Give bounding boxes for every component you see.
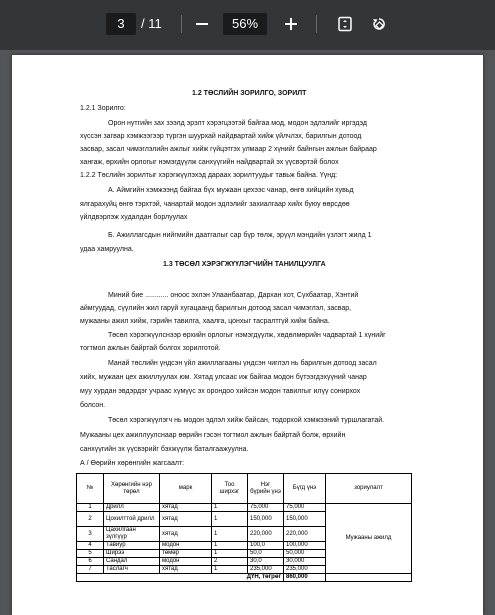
paragraph-line: аймгуудад, сүүлийн жил гаруй хугацаанд барилгын дотоод засал чимэглэл, засвар, (80, 305, 352, 312)
paragraph-line: үйлдвэрлэж худалдан борлуулах (80, 214, 188, 221)
table-cell: хятад (160, 504, 212, 512)
table-cell: 30,000 (284, 558, 326, 566)
paragraph-line: Манай төслийн үндсэн үйл ажиллагааны үндсэн чиглэл нь барилгын дотоод засал (108, 360, 377, 367)
table-cell: 1 (212, 512, 248, 527)
table-cell: 235,000 (248, 566, 284, 574)
paragraph-line: А. Аймгийн хэмжээнд байгаа бүх мужаан цехээс чанар, өнгө хийцийн хувьд (108, 187, 354, 194)
table-cell: Дрилл (104, 504, 160, 512)
table-header-cell: Хөрөнгийн нэр төрөл (104, 474, 160, 504)
table-cell: төмөр (160, 550, 212, 558)
total-value: 860,000 (284, 574, 326, 582)
table-header-cell: зориулалт (326, 474, 412, 504)
table-cell: 3 (77, 527, 104, 542)
table-caption: А / Өөрийн хөрөнгийн жагсаалт: (80, 460, 185, 467)
table-cell: 50,000 (284, 550, 326, 558)
table-cell: 1 (212, 542, 248, 550)
fit-to-page-button[interactable] (333, 12, 357, 36)
table-cell: хятад (160, 566, 212, 574)
plus-icon (284, 17, 298, 31)
table-cell: 6 (77, 558, 104, 566)
table-cell: Таслагч (104, 566, 160, 574)
table-cell: 7 (77, 566, 104, 574)
table-cell: 4 (77, 542, 104, 550)
table-cell: Тавиур (104, 542, 160, 550)
paragraph-line: мужааны ажил хийж, гэрийн тавилга, хаалга, цонхыг тасралтгүй хийж байна. (80, 318, 330, 325)
table-header-cell: № (77, 474, 104, 504)
table-cell: 75,000 (284, 504, 326, 512)
paragraph-line: Б. Ажиллагсдын нийгмийн даатгалыг сар бүр төлж, эрүүл мэндийн үзлэгт жилд 1 (108, 232, 372, 239)
table-cell: 220,000 (248, 527, 284, 542)
paragraph-line: хангаж, өрхийн орлогыг нэмэгдүүлж санхүүгийн найдвартай эх үүсвэртэй болох (80, 159, 339, 166)
subsection-heading: 1.2.1 Зорилго: (80, 105, 126, 112)
table-cell: модон (160, 542, 212, 550)
table-cell: 150,000 (284, 512, 326, 527)
table-cell: Цахилгаан зүлгүүр (104, 527, 160, 542)
assets-table (76, 473, 412, 582)
table-cell: 5 (77, 550, 104, 558)
table-header-cell: марк (160, 474, 212, 504)
section-heading: 1.3 ТӨСӨЛ ХЭРЭГЖҮҮЛЭГЧИЙН ТАНИЛЦУУЛГА (163, 261, 326, 268)
table-cell: 1 (77, 504, 104, 512)
zoom-level-input[interactable]: 56% (223, 13, 267, 35)
table-header-cell: Бүгд үнэ (284, 474, 326, 504)
paragraph-line: хийх, мужаан цех ажиллуулах юм. Хятад улсаас иж байгаа модон бүтээгдэхүүний чанар (80, 374, 367, 381)
paragraph-line: Орон нутгийн зах зээлд эрэлт хэрэгцээтэй байгаа мод, модон эдлэлийг иргэдэд (108, 120, 367, 127)
subsection-heading: 1.2.2 Төслийн зорилтыг хэрэгжүүлэхэд дараах зорилтуудыг тавьж байна. Үүнд: (80, 172, 338, 179)
paragraph-line: Төсөл хэрэгжүүлэгч нь модон эдлэл хийж байсан, тодорхой хэмжээний туршлагатай. (108, 417, 385, 424)
table-cell: 30,0 (248, 558, 284, 566)
table-cell: 1 (212, 550, 248, 558)
rotate-icon (371, 16, 387, 32)
table-cell: Ширээ (104, 550, 160, 558)
fit-page-icon (337, 16, 353, 32)
zoom-out-button[interactable] (190, 12, 214, 36)
table-cell-empty (326, 574, 412, 582)
table-cell: хятад (160, 512, 212, 527)
table-cell: 1 (212, 504, 248, 512)
paragraph-line: Мужааны цех ажиллуулснаар өөрийн гэсэн тогтмол ажлын байртай болж, өрхийн (80, 432, 346, 439)
paragraph-line: санхүүгийн эх үүсвэрийг бэхжүүлж баталгаажуулна. (80, 446, 249, 453)
paragraph-line: муу хурдан эвдэрдэг учраас хүмүүс эх орондоо хийсэн модон тавилгыг илүү сонирхох (80, 388, 361, 395)
page-number-input[interactable]: 3 (106, 13, 136, 35)
table-cell: 1 (212, 566, 248, 574)
table-row (77, 504, 412, 512)
table-header-cell: Тоо ширхэг (212, 474, 248, 504)
table-cell: Цохилттой дрилл (104, 512, 160, 527)
toolbar-divider (316, 15, 317, 33)
toolbar-divider (181, 15, 182, 33)
table-cell: 100,000 (284, 542, 326, 550)
total-label: ДҮН, төгрөг (77, 574, 284, 582)
minus-icon (195, 17, 209, 31)
paragraph-line: Миний бие ............ оноос эхлэн Улаанбаатар, Дархан хот, Сүхбаатар, Хэнтий (108, 292, 359, 299)
page-total-label: / 11 (141, 16, 162, 31)
table-cell: 235,000 (284, 566, 326, 574)
table-cell: модон (160, 558, 212, 566)
pdf-toolbar (0, 0, 495, 50)
paragraph-line: тогтмол ажлын байртай болгох зорилготой. (80, 345, 221, 352)
table-cell: 220,000 (284, 527, 326, 542)
table-cell: Сандал (104, 558, 160, 566)
document-page (12, 55, 483, 615)
zoom-in-button[interactable] (279, 12, 303, 36)
table-header-cell: Нэг бүрийн үнэ (248, 474, 284, 504)
table-cell: 1 (212, 527, 248, 542)
paragraph-line: ялгарахуйц өнгө тэрхтэй, чанартай модон эдлэлийг захиалгаар хийх буюу өөрсдөө (80, 201, 350, 208)
table-cell: 150,000 (248, 512, 284, 527)
section-heading: 1.2 ТӨСЛИЙН ЗОРИЛГО, ЗОРИЛТ (192, 90, 307, 97)
rotate-button[interactable] (367, 12, 391, 36)
table-total-row (77, 574, 412, 582)
table-cell: 100,0 (248, 542, 284, 550)
paragraph-line: болсон. (80, 402, 106, 409)
table-header-row (77, 474, 412, 504)
paragraph-line: Төсөл хэрэгжүүлснээр өрхийн орлогыг нэмэгдүүлж, хөдөлмөрийн чадвартай 1 хүнийг (108, 332, 386, 339)
table-cell-purpose: Мужааны ажилд (326, 504, 412, 574)
paragraph-line: засвар, засал чимэглэлийн ажлыг хийж гүйцэтгэх улмаар 2 хүнийг байнгын ажлын байраар (80, 146, 377, 153)
table-cell: 2 (77, 512, 104, 527)
paragraph-line: хүссэн загвар хэмжээгээр түргэн шуурхай найдвартай хийж үйлчлэх, барилгын дотоод (80, 133, 362, 140)
table-cell: 2 (212, 558, 248, 566)
table-cell: 50,0 (248, 550, 284, 558)
paragraph-line: удаа хамруулна. (80, 246, 134, 253)
table-cell: хятад (160, 527, 212, 542)
table-cell: 75,000 (248, 504, 284, 512)
